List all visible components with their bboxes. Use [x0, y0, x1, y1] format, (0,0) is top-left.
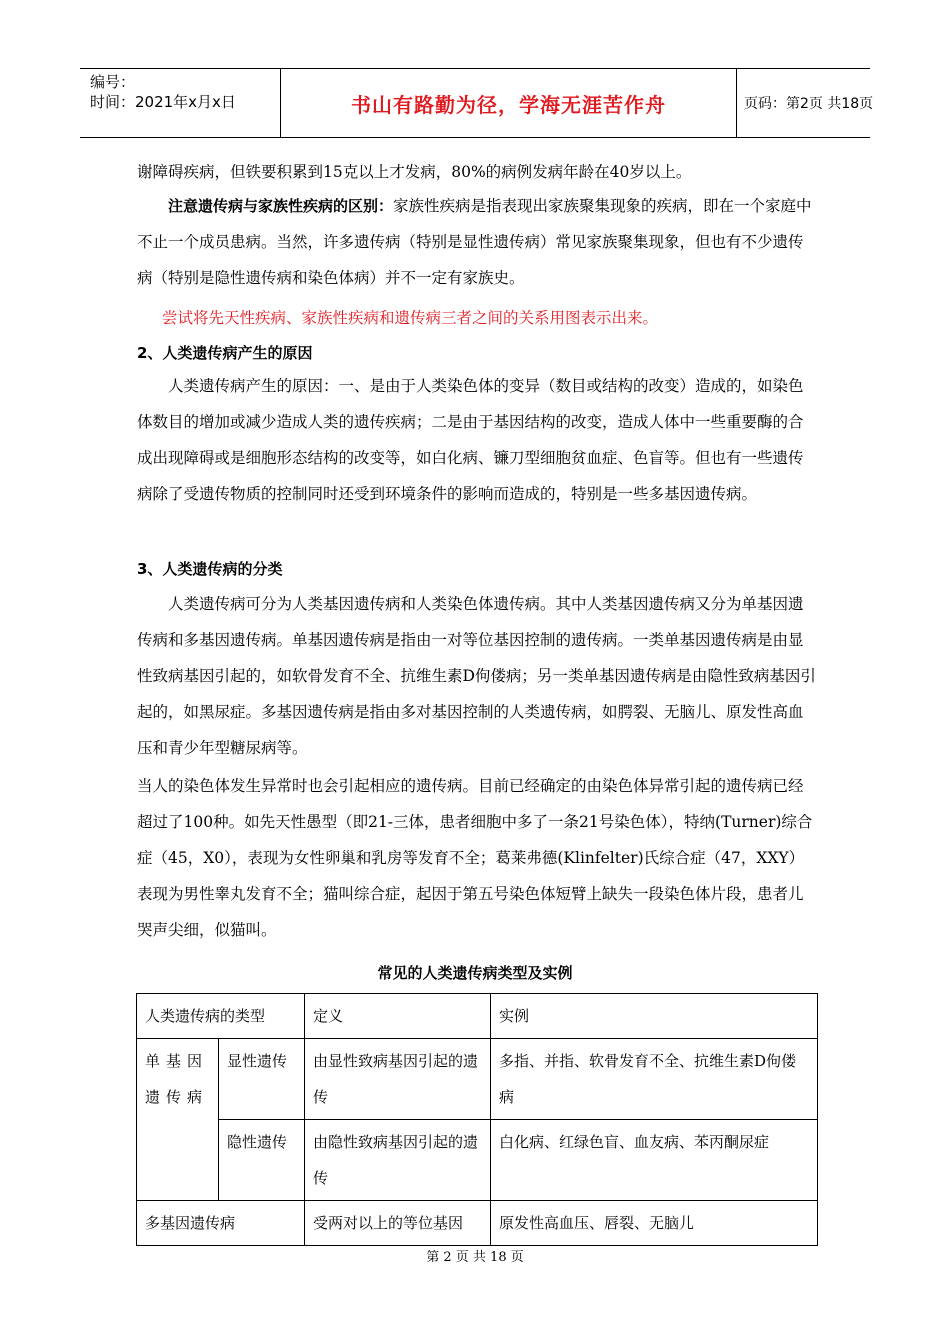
motto: 书山有路勤为径，学海无涯苦作舟: [351, 92, 666, 117]
header-type: 人类遗传病的类型: [137, 994, 305, 1039]
note-heading: 注意遗传病与家族性疾病的区别：: [168, 197, 394, 215]
single-gene-label: 单基因遗传病: [145, 1052, 209, 1106]
table-row: [137, 1201, 818, 1246]
classification-paragraph: 人类遗传病可分为人类基因遗传病和人类染色体遗传病。其中人类基因遗传病又分为单基因遗传病和多基因遗传病。单基因遗传病是指由一对等位基因控制的遗传病。一类单基因遗传病是由显性致病基因引起的，如软骨发育不全、抗维生素D佝偻病；另一类单基因遗传病是由隐性致病基因引起的，如黑尿症。多基因遗传病是指由多对基因控制的人类遗传病，如腭裂、无脑儿、原发性高血压和青少年型糖尿病等。: [137, 595, 816, 757]
row-definition: 受两对以上的等位基因: [305, 1201, 491, 1246]
single-gene-cell: [137, 1039, 219, 1201]
chromosome-paragraph: 当人的染色体发生异常时也会引起相应的遗传病。目前已经确定的由染色体异常引起的遗传病已经超过了100种。如先天性愚型（即21-三体，患者细胞中多了一条21号染色体），特纳(Turner)综合症（45，X0），表现为女性卵巢和乳房等发育不全；葛莱弗德(Klinfelter)氏综合症（47，XXY）表现为男性睾丸发育不全；猫叫综合症，起因于第五号染色体短臂上缺失一段染色体片段，患者儿哭声尖细，似猫叫。: [137, 777, 813, 939]
page-info: 页码：第2页 共18页: [744, 96, 874, 112]
page-footer: 第 2 页 共 18 页: [426, 1250, 524, 1265]
causes-paragraph: 人类遗传病产生的原因：一、是由于人类染色体的变异（数目或结构的改变）造成的，如染色体数目的增加或减少造成人类的遗传疾病；二是由于基因结构的改变，造成人体中一些重要酶的合成出现障碍或是细胞形态结构的改变等，如白化病、镰刀型细胞贫血症、色盲等。但也有一些遗传病除了受遗传物质的控制同时还受到环境条件的影响而造成的，特别是一些多基因遗传病。: [137, 377, 804, 503]
header-definition: 定义: [305, 994, 491, 1039]
row-type: 隐性遗传: [219, 1120, 305, 1201]
table-row: [137, 1039, 818, 1120]
header-meta: [80, 69, 280, 137]
row-type: 多基因遗传病: [137, 1201, 305, 1246]
section-heading-2: 2、人类遗传病产生的原因: [137, 344, 313, 362]
row-examples: 多指、并指、软骨发育不全、抗维生素D佝偻病: [491, 1039, 818, 1120]
table-header-row: [137, 994, 818, 1039]
table-row: [137, 1120, 818, 1201]
header-page-cell: [736, 69, 874, 137]
header-examples: 实例: [491, 994, 818, 1039]
note-text: 家族性疾病是指表现出家族聚集现象的疾病，即在一个家庭中不止一个成员患病。当然，许多遗传病（特别是显性遗传病）常见家族聚集现象，但也有不少遗传病（特别是隐性遗传病和染色体病）并不一定有家族史。: [137, 197, 812, 287]
serial-label: 编号：: [90, 73, 136, 91]
row-examples: 白化病、红绿色盲、血友病、苯丙酮尿症: [491, 1120, 818, 1201]
row-definition: 由隐性致病基因引起的遗传: [305, 1120, 491, 1201]
page-header: [80, 68, 874, 138]
row-definition: 由显性致病基因引起的遗传: [305, 1039, 491, 1120]
row-examples: 原发性高血压、唇裂、无脑儿: [491, 1201, 818, 1246]
exercise-prompt: 尝试将先天性疾病、家族性疾病和遗传病三者之间的关系用图表示出来。: [162, 309, 659, 327]
date-line: 时间：2021年x月x日: [90, 93, 236, 111]
note-paragraph: [137, 188, 817, 296]
table-caption: 常见的人类遗传病类型及实例: [377, 964, 573, 982]
section-heading-3: 3、人类遗传病的分类: [137, 560, 283, 578]
row-type: 显性遗传: [219, 1039, 305, 1120]
header-motto-cell: [280, 69, 737, 137]
paragraph-continuation: 谢障碍疾病，但铁要积累到15克以上才发病，80%的病例发病年龄在40岁以上。: [137, 163, 692, 181]
disease-types-table: [136, 993, 818, 1246]
